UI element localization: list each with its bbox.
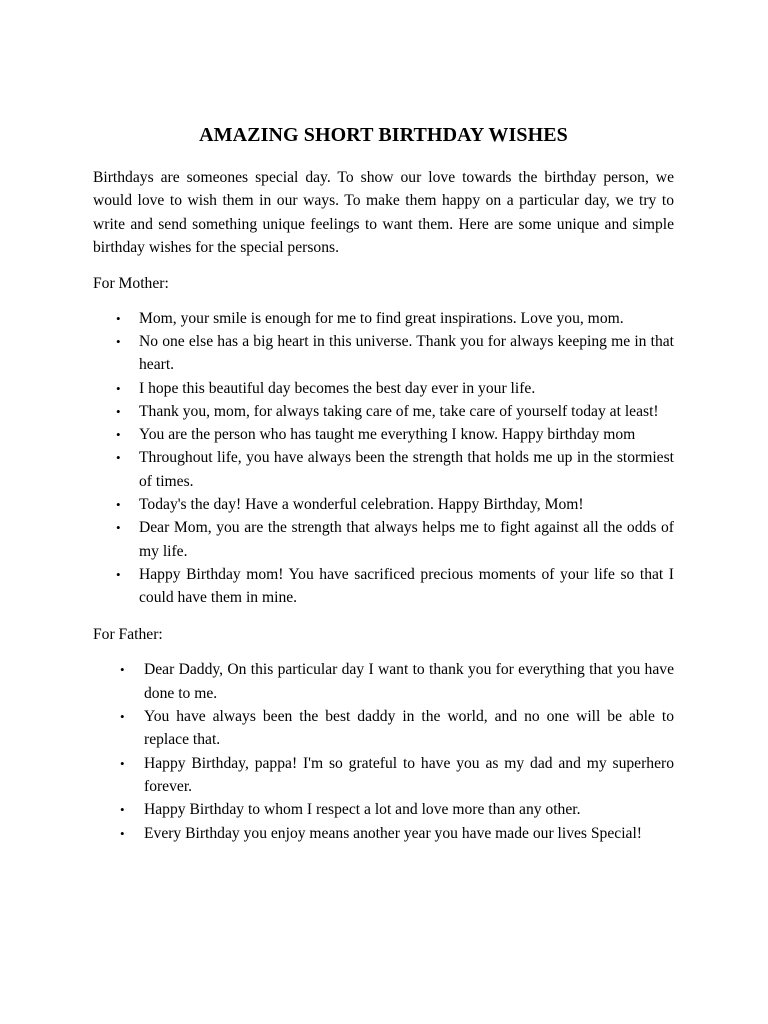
wish-text: No one else has a big heart in this universe. Thank you for always keeping me in that heart. <box>139 332 674 374</box>
wish-list-mother <box>93 307 674 610</box>
wish-text: Happy Birthday, pappa! I'm so grateful to have you as my dad and my superhero forever. <box>144 754 674 795</box>
wish-text: I hope this beautiful day becomes the best day ever in your life. <box>139 379 536 397</box>
list-item <box>93 705 674 752</box>
bullet-icon: • <box>116 427 121 443</box>
wish-text: You have always been the best daddy in the world, and no one will be able to replace that. <box>144 708 674 749</box>
list-item <box>93 798 674 821</box>
wish-text: Every Birthday you enjoy means another year you have made our lives Special! <box>144 824 642 842</box>
bullet-icon: • <box>116 310 121 326</box>
wish-text: Happy Birthday mom! You have sacrificed precious moments of your life so that I could have them in mine. <box>139 565 674 607</box>
section-label-father: For Father: <box>93 626 163 644</box>
wish-text: Today's the day! Have a wonderful celebration. Happy Birthday, Mom! <box>139 496 584 513</box>
document-title: AMAZING SHORT BIRTHDAY WISHES <box>199 124 568 146</box>
list-item <box>93 307 674 330</box>
wish-text: Dear Mom, you are the strength that always helps me to fight against all the odds of my life. <box>139 519 674 560</box>
wish-text: Happy Birthday to whom I respect a lot and love more than any other. <box>144 801 581 819</box>
wish-text: Mom, your smile is enough for me to find great inspirations. Love you, mom. <box>139 309 624 327</box>
bullet-icon: • <box>116 380 121 396</box>
bullet-icon: • <box>116 566 121 582</box>
bullet-icon: • <box>116 450 121 466</box>
wish-list-father <box>93 658 674 844</box>
bullet-icon: • <box>116 403 121 419</box>
intro-paragraph: Birthdays are someones special day. To show our love towards the birthday person, we would love to wish them in our ways. To make them happy on a particular day, we try to write and send something unique feelings to want them. Here are some unique and simple birthday wishes for the special persons. <box>93 169 674 257</box>
list-item <box>93 377 674 400</box>
list-item <box>93 658 674 705</box>
list-item <box>93 822 674 845</box>
list-item <box>93 493 674 516</box>
list-item <box>93 446 674 493</box>
bullet-icon: • <box>116 520 121 536</box>
section-label-mother: For Mother: <box>93 274 169 292</box>
list-item <box>93 400 674 423</box>
wish-text: You are the person who has taught me everything I know. Happy birthday mom <box>139 426 636 444</box>
list-item <box>93 423 674 446</box>
list-item <box>93 330 674 377</box>
list-item <box>93 563 674 610</box>
bullet-icon: • <box>116 333 121 349</box>
bullet-icon: • <box>120 755 125 771</box>
bullet-icon: • <box>120 709 125 725</box>
bullet-icon: • <box>116 497 121 512</box>
wish-text: Dear Daddy, On this particular day I want to thank you for everything that you have done to me. <box>144 661 674 702</box>
bullet-icon: • <box>120 802 125 818</box>
list-item <box>93 516 674 563</box>
bullet-icon: • <box>120 662 125 678</box>
wish-text: Throughout life, you have always been the strength that holds me up in the stormiest of times. <box>139 449 674 490</box>
wish-text: Thank you, mom, for always taking care of me, take care of yourself today at least! <box>139 402 659 420</box>
bullet-icon: • <box>120 825 125 841</box>
list-item <box>93 752 674 799</box>
